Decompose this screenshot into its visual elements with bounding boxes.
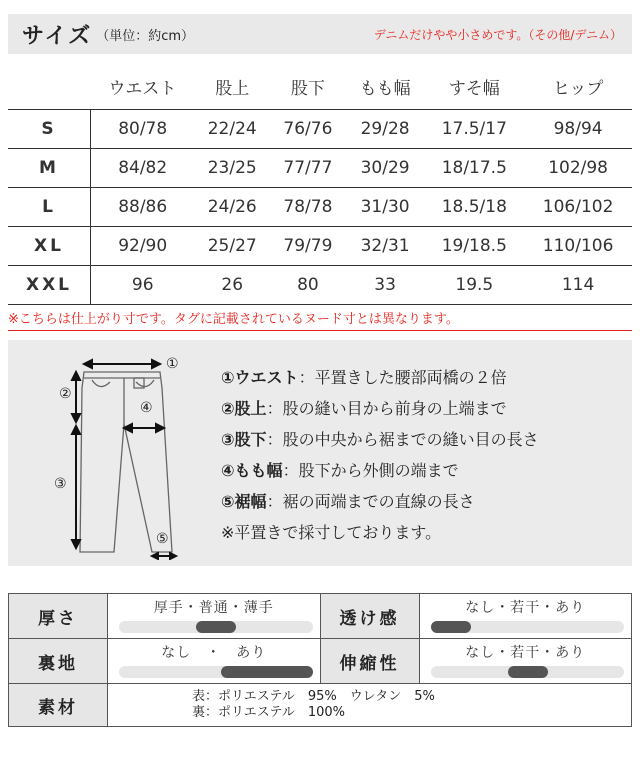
stretch-scale	[431, 666, 625, 678]
table-cell: 98/94	[524, 110, 632, 149]
stretch-cell	[419, 639, 632, 684]
table-cell: 18/17.5	[424, 149, 524, 188]
item-key: ⑤裾幅	[221, 492, 267, 511]
header-thigh: もも幅	[359, 79, 411, 99]
thickness-label: 厚さ	[9, 594, 108, 639]
marker-inseam: ③	[54, 476, 67, 492]
table-cell: 19/18.5	[424, 227, 524, 266]
table-cell: 29/28	[346, 110, 425, 149]
item-desc: ：股下から外側の端まで	[282, 461, 459, 480]
lining-label: 裏地	[9, 639, 108, 684]
table-cell: 84/82	[91, 149, 195, 188]
list-item	[221, 362, 539, 393]
table-cell: 78/78	[270, 188, 346, 227]
thickness-cell	[108, 594, 321, 639]
size-label: L	[8, 188, 91, 227]
size-label: XL	[8, 227, 91, 266]
material-cell	[108, 684, 632, 727]
table-cell: 18.5/18	[424, 188, 524, 227]
marker-waist: ①	[166, 356, 179, 372]
table-cell: 26	[194, 266, 270, 305]
marker-thigh: ④	[140, 400, 153, 416]
table-cell: 24/26	[194, 188, 270, 227]
table-cell: 77/77	[270, 149, 346, 188]
table-row	[9, 594, 632, 639]
item-desc: ：股の縫い目から前身の上端まで	[266, 399, 507, 418]
stretch-options: なし・若干・あり	[465, 645, 586, 661]
table-cell: 33	[346, 266, 425, 305]
table-cell: 92/90	[91, 227, 195, 266]
table-cell: 19.5	[424, 266, 524, 305]
table-row	[9, 639, 632, 684]
lining-indicator	[221, 666, 313, 678]
table-row	[8, 188, 632, 227]
thickness-options: 厚手・普通・薄手	[153, 600, 274, 616]
table-row	[9, 684, 632, 727]
measurement-footnote: ※平置きで採寸しております。	[221, 523, 442, 542]
table-row	[8, 149, 632, 188]
size-section-header	[8, 14, 632, 54]
table-cell: 80	[270, 266, 346, 305]
sheer-scale	[431, 621, 625, 633]
table-cell: 96	[91, 266, 195, 305]
table-cell: 88/86	[91, 188, 195, 227]
size-label: M	[8, 149, 91, 188]
list-item	[221, 393, 539, 424]
header-corner	[8, 64, 91, 110]
table-cell: 102/98	[524, 149, 632, 188]
sheer-indicator	[431, 621, 471, 633]
size-label: XXL	[8, 266, 91, 305]
table-cell: 25/27	[194, 227, 270, 266]
material-inner: 裏：ポリエステル 100%	[192, 705, 345, 720]
table-row	[8, 266, 632, 305]
item-key: ③股下	[221, 430, 267, 449]
stretch-label: 伸縮性	[320, 639, 419, 684]
size-table	[8, 64, 632, 305]
item-key: ④もも幅	[221, 461, 283, 480]
table-row	[8, 110, 632, 149]
measurement-list	[221, 362, 539, 548]
measurement-guide	[8, 340, 632, 566]
table-cell: 79/79	[270, 227, 346, 266]
header-hip: ヒップ	[552, 79, 604, 99]
item-desc: ：平置きした腰部両橋の２倍	[298, 368, 507, 387]
list-item	[221, 486, 539, 517]
table-cell: 31/30	[346, 188, 425, 227]
denim-note: デニムだけやや小さめです。（その他/デニム）	[373, 27, 622, 42]
marker-rise: ②	[59, 386, 72, 402]
table-row	[8, 227, 632, 266]
table-cell: 32/31	[346, 227, 425, 266]
header-waist: ウエスト	[108, 79, 177, 99]
size-title: サイズ	[22, 23, 93, 49]
table-cell: 76/76	[270, 110, 346, 149]
marker-hem: ⑤	[156, 531, 169, 547]
header-rise: 股上	[215, 79, 250, 99]
lining-options: なし ・ あり	[161, 645, 267, 661]
sheer-cell	[419, 594, 632, 639]
table-cell: 30/29	[346, 149, 425, 188]
material-outer: 表：ポリエステル 95% ウレタン 5%	[192, 689, 435, 704]
size-label: S	[8, 110, 91, 149]
header-inseam: 股下	[290, 79, 325, 99]
thickness-scale	[119, 621, 313, 633]
item-desc: ：股の中央から裾までの縫い目の長さ	[266, 430, 539, 449]
table-cell: 80/78	[91, 110, 195, 149]
size-table-header-row	[8, 64, 632, 110]
pants-diagram-icon	[48, 348, 198, 560]
table-cell: 110/106	[524, 227, 632, 266]
lining-cell	[108, 639, 321, 684]
finished-size-warning: ※こちらは仕上がり寸です。タグに記載されているヌード寸とは異なります。	[8, 308, 632, 331]
thickness-indicator	[196, 621, 236, 633]
header-hem: すそ幅	[448, 79, 500, 99]
table-cell: 17.5/17	[424, 110, 524, 149]
item-key: ②股上	[221, 399, 267, 418]
table-cell: 22/24	[194, 110, 270, 149]
sheer-label: 透け感	[320, 594, 419, 639]
item-key: ①ウエスト	[221, 368, 299, 387]
table-cell: 114	[524, 266, 632, 305]
material-label: 素材	[9, 684, 108, 727]
table-cell: 23/25	[194, 149, 270, 188]
list-item	[221, 424, 539, 455]
size-unit: （単位：約cm）	[96, 28, 195, 44]
item-desc: ：裾の両端までの直線の長さ	[266, 492, 475, 511]
sheer-options: なし・若干・あり	[465, 600, 586, 616]
list-item	[221, 455, 539, 486]
table-cell: 106/102	[524, 188, 632, 227]
lining-scale	[119, 666, 313, 678]
fabric-table	[8, 593, 632, 727]
stretch-indicator	[508, 666, 548, 678]
